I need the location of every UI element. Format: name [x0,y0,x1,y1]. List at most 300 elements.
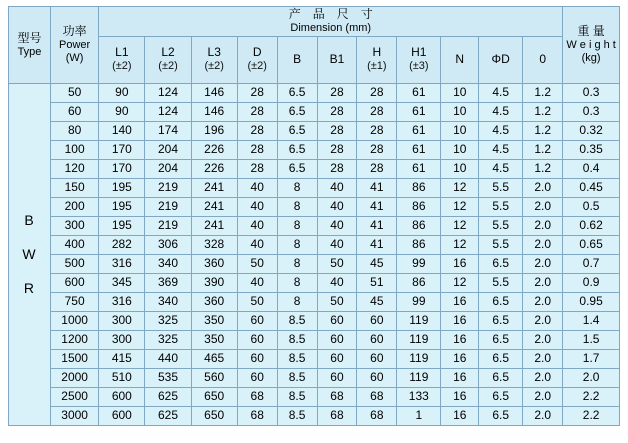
header-col-o [523,36,563,83]
cell-power: 150 [50,178,98,197]
cell-o: 2.0 [523,178,563,197]
cell-h1: 61 [397,159,441,178]
header-col-h1-label: H1 [411,45,427,60]
cell-phid: 4.5 [479,140,523,159]
cell-l2: 204 [145,159,191,178]
cell-n: 10 [441,159,479,178]
cell-weight: 2.2 [563,406,620,425]
cell-h: 28 [357,102,397,121]
cell-l2: 204 [145,140,191,159]
cell-o: 2.0 [523,330,563,349]
header-col-l1 [99,36,145,83]
cell-l2: 219 [145,178,191,197]
cell-l3: 360 [191,254,237,273]
cell-o: 2.0 [523,197,563,216]
cell-l3: 650 [191,406,237,425]
cell-l1: 195 [99,178,145,197]
cell-l3: 241 [191,197,237,216]
cell-b: 8 [277,178,317,197]
cell-l1: 90 [99,102,145,121]
cell-b: 8 [277,292,317,311]
cell-b: 6.5 [277,159,317,178]
cell-l3: 650 [191,387,237,406]
cell-weight: 1.4 [563,311,620,330]
cell-h: 60 [357,330,397,349]
cell-n: 10 [441,102,479,121]
table-row [9,406,620,425]
cell-weight: 1.7 [563,349,620,368]
cell-h1: 86 [397,178,441,197]
cell-l1: 90 [99,83,145,102]
cell-l1: 600 [99,406,145,425]
header-dimension-en: Dimension (mm) [290,22,372,34]
cell-n: 10 [441,83,479,102]
cell-h1: 119 [397,368,441,387]
cell-l2: 340 [145,292,191,311]
cell-d: 68 [237,387,277,406]
header-weight-en: W e i g h t [566,38,616,51]
cell-h1: 133 [397,387,441,406]
cell-b1: 28 [317,159,357,178]
cell-h: 45 [357,254,397,273]
cell-l1: 282 [99,235,145,254]
cell-l3: 465 [191,349,237,368]
header-col-l1-tol: (±2) [112,60,132,73]
cell-weight: 0.9 [563,273,620,292]
cell-h: 41 [357,216,397,235]
cell-b1: 68 [317,387,357,406]
cell-h1: 86 [397,216,441,235]
header-col-b-label: B [293,52,302,67]
cell-d: 40 [237,273,277,292]
cell-power: 3000 [50,406,98,425]
table-row [9,121,620,140]
header-col-phid-label: ΦD [491,52,510,67]
series-letter: B [24,212,35,229]
cell-d: 28 [237,102,277,121]
cell-o: 2.0 [523,216,563,235]
cell-phid: 6.5 [479,387,523,406]
cell-l2: 625 [145,406,191,425]
header-col-h [357,36,397,83]
cell-weight: 0.35 [563,140,620,159]
cell-d: 28 [237,121,277,140]
cell-l3: 560 [191,368,237,387]
table-row [9,216,620,235]
header-power [50,7,98,84]
cell-phid: 6.5 [479,311,523,330]
cell-l3: 226 [191,140,237,159]
header-power-cn: 功率 [62,23,87,38]
cell-b1: 28 [317,121,357,140]
cell-o: 1.2 [523,140,563,159]
cell-d: 28 [237,159,277,178]
cell-n: 16 [441,387,479,406]
cell-b1: 60 [317,368,357,387]
header-col-d [237,36,277,83]
cell-h1: 119 [397,349,441,368]
cell-l2: 219 [145,216,191,235]
cell-b1: 40 [317,216,357,235]
table-row [9,235,620,254]
header-weight-cn: 重 量 [577,23,605,38]
cell-l3: 390 [191,273,237,292]
cell-power: 50 [50,83,98,102]
cell-o: 2.0 [523,235,563,254]
cell-b: 8 [277,235,317,254]
cell-power: 400 [50,235,98,254]
cell-l2: 340 [145,254,191,273]
cell-h: 60 [357,368,397,387]
header-col-n [441,36,479,83]
header-dimension-cn: 产 品 尺 寸 [288,7,373,21]
cell-b1: 40 [317,197,357,216]
table-header [9,7,620,84]
cell-d: 28 [237,140,277,159]
cell-h: 68 [357,406,397,425]
cell-l1: 140 [99,121,145,140]
cell-o: 2.0 [523,387,563,406]
cell-l1: 195 [99,216,145,235]
cell-n: 16 [441,406,479,425]
header-col-n-label: N [455,52,465,67]
cell-weight: 0.95 [563,292,620,311]
cell-l2: 325 [145,330,191,349]
cell-h: 41 [357,178,397,197]
cell-phid: 4.5 [479,159,523,178]
table-row [9,311,620,330]
cell-b: 8.5 [277,311,317,330]
cell-b1: 28 [317,102,357,121]
cell-power: 60 [50,102,98,121]
cell-b: 8 [277,216,317,235]
cell-phid: 4.5 [479,83,523,102]
cell-weight: 0.32 [563,121,620,140]
header-power-en: Power [59,38,91,51]
cell-b: 6.5 [277,121,317,140]
cell-phid: 6.5 [479,406,523,425]
cell-power: 2000 [50,368,98,387]
cell-phid: 6.5 [479,292,523,311]
cell-n: 12 [441,273,479,292]
cell-d: 28 [237,83,277,102]
cell-n: 12 [441,216,479,235]
cell-b: 8.5 [277,406,317,425]
cell-h: 41 [357,197,397,216]
cell-d: 50 [237,254,277,273]
header-col-l3-tol: (±2) [204,60,224,73]
cell-l1: 510 [99,368,145,387]
cell-weight: 0.65 [563,235,620,254]
cell-b: 8 [277,254,317,273]
cell-h1: 61 [397,121,441,140]
cell-b: 8.5 [277,387,317,406]
cell-weight: 0.5 [563,197,620,216]
cell-h1: 86 [397,235,441,254]
cell-phid: 6.5 [479,254,523,273]
cell-d: 40 [237,197,277,216]
cell-l1: 300 [99,311,145,330]
cell-o: 2.0 [523,273,563,292]
table-row [9,159,620,178]
cell-weight: 2.2 [563,387,620,406]
cell-h1: 99 [397,254,441,273]
cell-l3: 350 [191,311,237,330]
header-type-cn: 型号 [17,30,42,45]
cell-l2: 219 [145,197,191,216]
cell-d: 50 [237,292,277,311]
cell-phid: 5.5 [479,178,523,197]
cell-h1: 86 [397,197,441,216]
cell-d: 60 [237,368,277,387]
cell-l2: 124 [145,83,191,102]
cell-l1: 170 [99,159,145,178]
cell-l2: 535 [145,368,191,387]
cell-h: 41 [357,235,397,254]
cell-d: 60 [237,330,277,349]
table-row [9,140,620,159]
cell-b1: 40 [317,273,357,292]
header-col-h-tol: (±1) [367,60,387,73]
table-row [9,254,620,273]
table-row [9,197,620,216]
cell-b1: 60 [317,311,357,330]
table-row [9,83,620,102]
cell-l2: 625 [145,387,191,406]
cell-o: 2.0 [523,406,563,425]
cell-phid: 4.5 [479,121,523,140]
header-col-b1-label: B1 [329,52,345,67]
cell-weight: 0.3 [563,83,620,102]
cell-h: 68 [357,387,397,406]
cell-o: 2.0 [523,311,563,330]
cell-n: 16 [441,292,479,311]
cell-l3: 241 [191,216,237,235]
table-row [9,273,620,292]
cell-n: 10 [441,121,479,140]
cell-o: 2.0 [523,349,563,368]
cell-weight: 0.7 [563,254,620,273]
cell-l3: 241 [191,178,237,197]
header-col-h-label: H [372,45,382,60]
cell-d: 40 [237,235,277,254]
cell-l3: 146 [191,83,237,102]
header-col-l3-label: L3 [207,45,221,60]
cell-phid: 5.5 [479,235,523,254]
cell-b: 8.5 [277,368,317,387]
cell-l1: 316 [99,292,145,311]
header-col-b1 [317,36,357,83]
table-body [9,83,620,425]
cell-o: 1.2 [523,159,563,178]
specification-table [8,6,620,426]
cell-o: 1.2 [523,121,563,140]
cell-l1: 195 [99,197,145,216]
cell-n: 10 [441,140,479,159]
cell-l1: 415 [99,349,145,368]
cell-l2: 174 [145,121,191,140]
cell-b: 6.5 [277,83,317,102]
cell-l3: 328 [191,235,237,254]
cell-b1: 68 [317,406,357,425]
cell-d: 60 [237,349,277,368]
header-weight-unit: (kg) [581,52,601,65]
cell-h1: 86 [397,273,441,292]
cell-d: 40 [237,178,277,197]
cell-l2: 440 [145,349,191,368]
cell-l3: 196 [191,121,237,140]
cell-l3: 360 [191,292,237,311]
table-row [9,330,620,349]
header-col-l2-tol: (±2) [158,60,178,73]
cell-power: 200 [50,197,98,216]
cell-n: 16 [441,254,479,273]
table-row [9,368,620,387]
cell-o: 2.0 [523,292,563,311]
cell-n: 16 [441,330,479,349]
table-row [9,292,620,311]
cell-o: 1.2 [523,83,563,102]
cell-l1: 600 [99,387,145,406]
header-dimension [99,7,563,37]
cell-power: 2500 [50,387,98,406]
table-row [9,349,620,368]
cell-phid: 4.5 [479,102,523,121]
cell-weight: 0.3 [563,102,620,121]
cell-l1: 316 [99,254,145,273]
cell-b1: 50 [317,254,357,273]
cell-power: 300 [50,216,98,235]
cell-l1: 170 [99,140,145,159]
header-type-en: Type [17,45,42,58]
cell-b1: 60 [317,330,357,349]
cell-l2: 325 [145,311,191,330]
cell-b1: 40 [317,235,357,254]
cell-weight: 0.62 [563,216,620,235]
cell-l3: 350 [191,330,237,349]
cell-n: 12 [441,197,479,216]
cell-weight: 0.4 [563,159,620,178]
header-col-l1-label: L1 [115,45,129,60]
cell-d: 60 [237,311,277,330]
cell-b1: 40 [317,178,357,197]
cell-o: 2.0 [523,368,563,387]
cell-h1: 119 [397,311,441,330]
series-letter: R [23,280,36,297]
cell-l2: 369 [145,273,191,292]
cell-power: 1000 [50,311,98,330]
header-col-b [277,36,317,83]
cell-h: 28 [357,121,397,140]
cell-l3: 226 [191,159,237,178]
header-col-h1 [397,36,441,83]
cell-n: 16 [441,349,479,368]
cell-d: 40 [237,216,277,235]
cell-power: 750 [50,292,98,311]
cell-l1: 300 [99,330,145,349]
cell-h: 28 [357,140,397,159]
cell-power: 1500 [50,349,98,368]
header-col-d-label: D [252,45,262,60]
header-type [9,7,51,84]
cell-h1: 99 [397,292,441,311]
cell-power: 80 [50,121,98,140]
cell-h: 51 [357,273,397,292]
cell-n: 12 [441,178,479,197]
table-row [9,102,620,121]
cell-h: 45 [357,292,397,311]
cell-h1: 61 [397,83,441,102]
cell-phid: 6.5 [479,368,523,387]
cell-b1: 28 [317,83,357,102]
cell-power: 120 [50,159,98,178]
header-weight [563,7,620,84]
cell-weight: 2.0 [563,368,620,387]
cell-h: 28 [357,83,397,102]
header-col-l2-label: L2 [161,45,175,60]
series-type-cell [9,83,51,425]
table-row [9,387,620,406]
cell-h1: 119 [397,330,441,349]
cell-power: 1200 [50,330,98,349]
cell-b: 8 [277,273,317,292]
cell-b: 8 [277,197,317,216]
cell-h1: 61 [397,102,441,121]
cell-power: 500 [50,254,98,273]
cell-l3: 146 [191,102,237,121]
cell-b: 8.5 [277,330,317,349]
cell-b: 6.5 [277,140,317,159]
cell-l2: 306 [145,235,191,254]
header-col-o-label: 0 [539,52,547,67]
cell-b: 6.5 [277,102,317,121]
header-power-unit: (W) [65,52,84,65]
cell-phid: 5.5 [479,273,523,292]
cell-h: 60 [357,349,397,368]
header-col-h1-tol: (±3) [409,60,429,73]
header-col-l2 [145,36,191,83]
header-col-d-tol: (±2) [247,60,267,73]
cell-o: 1.2 [523,102,563,121]
cell-power: 600 [50,273,98,292]
cell-phid: 5.5 [479,216,523,235]
cell-h: 28 [357,159,397,178]
cell-o: 2.0 [523,254,563,273]
cell-h1: 1 [397,406,441,425]
header-col-phid [479,36,523,83]
cell-weight: 1.5 [563,330,620,349]
series-letter: W [22,246,37,263]
cell-b1: 50 [317,292,357,311]
cell-l2: 124 [145,102,191,121]
cell-weight: 0.45 [563,178,620,197]
cell-n: 12 [441,235,479,254]
cell-l1: 345 [99,273,145,292]
cell-phid: 6.5 [479,349,523,368]
cell-b1: 28 [317,140,357,159]
cell-phid: 5.5 [479,197,523,216]
cell-power: 100 [50,140,98,159]
cell-n: 16 [441,311,479,330]
header-col-l3 [191,36,237,83]
cell-n: 16 [441,368,479,387]
table-row [9,178,620,197]
cell-h: 60 [357,311,397,330]
cell-d: 68 [237,406,277,425]
cell-phid: 6.5 [479,330,523,349]
cell-b1: 60 [317,349,357,368]
cell-h1: 61 [397,140,441,159]
